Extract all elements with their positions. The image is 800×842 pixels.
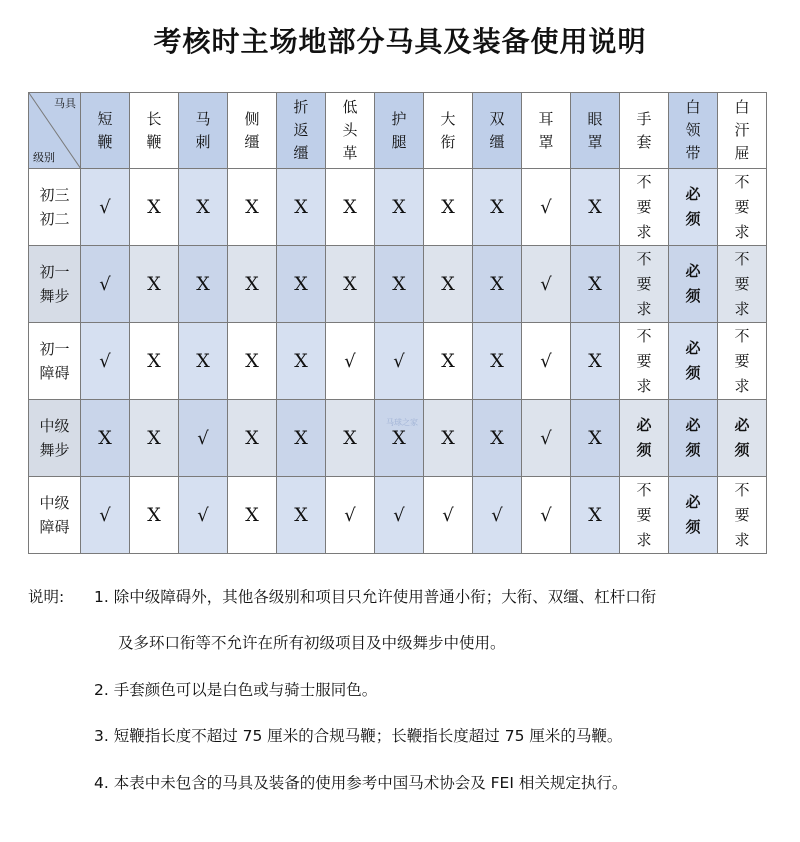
- table-cell: [522, 477, 571, 554]
- cell-value: 不要求: [636, 480, 652, 549]
- table-cell: [718, 477, 767, 554]
- table-row: [29, 169, 767, 246]
- column-header-label: 眼罩: [587, 109, 603, 151]
- table-cell: [130, 323, 179, 400]
- cell-value: X: [147, 350, 161, 372]
- table-cell: [326, 400, 375, 477]
- row-header: [29, 323, 81, 400]
- column-header-label: 大衔: [440, 109, 456, 151]
- cell-value: √: [442, 504, 454, 526]
- cell-value: √: [540, 350, 552, 372]
- cell-value: X: [245, 504, 259, 526]
- table-cell: [228, 169, 277, 246]
- cell-value: √: [99, 350, 111, 372]
- column-header-label: 长鞭: [146, 109, 162, 151]
- table-cell: [522, 323, 571, 400]
- cell-value: X: [245, 427, 259, 449]
- cell-value: X: [147, 196, 161, 218]
- table-cell: [571, 246, 620, 323]
- column-header: [81, 93, 130, 169]
- column-header-label: 低头革: [342, 98, 358, 162]
- table-cell: [669, 323, 718, 400]
- table-cell: [718, 246, 767, 323]
- table-cell: [130, 477, 179, 554]
- cell-value: √: [540, 273, 552, 295]
- column-header: [375, 93, 424, 169]
- table-row: [29, 477, 767, 554]
- column-header: [179, 93, 228, 169]
- cell-value: √: [197, 427, 209, 449]
- corner-top-label: 马具: [54, 97, 76, 110]
- column-header-label: 白领带: [685, 98, 701, 162]
- cell-value: X: [441, 350, 455, 372]
- table-cell: [620, 323, 669, 400]
- cell-value: √: [491, 504, 503, 526]
- cell-value: X: [294, 350, 308, 372]
- cell-value: X: [490, 427, 504, 449]
- table-cell: [571, 400, 620, 477]
- cell-value: X: [392, 196, 406, 218]
- table-row: [29, 246, 767, 323]
- header-row: [29, 93, 767, 169]
- notes-label: 说明:: [28, 588, 65, 606]
- table-cell: [424, 477, 473, 554]
- cell-value: X: [196, 196, 210, 218]
- note-item-1-cont: 及多环口衔等不允许在所有初级项目及中级舞步中使用。: [118, 634, 506, 652]
- table-cell: [473, 323, 522, 400]
- page-title: 考核时主场地部分马具及装备使用说明: [153, 25, 647, 58]
- column-header: [571, 93, 620, 169]
- cell-value: X: [490, 273, 504, 295]
- cell-value: X: [343, 427, 357, 449]
- table-cell: [718, 400, 767, 477]
- table-cell: [228, 323, 277, 400]
- column-header: [620, 93, 669, 169]
- cell-value: 必须: [734, 416, 750, 459]
- table-cell: [326, 323, 375, 400]
- table-cell: [620, 400, 669, 477]
- table-cell: [571, 477, 620, 554]
- column-header-label: 双缰: [489, 109, 505, 151]
- cell-value: X: [147, 504, 161, 526]
- row-header-label: 初三初二: [39, 186, 70, 228]
- cell-value: √: [540, 504, 552, 526]
- equipment-table: [28, 92, 767, 554]
- table-cell: [375, 400, 424, 477]
- cell-value: 不要求: [734, 249, 750, 318]
- table-cell: [179, 246, 228, 323]
- table-cell: [473, 169, 522, 246]
- row-header: [29, 169, 81, 246]
- row-header-label: 中级障碍: [39, 494, 70, 536]
- table-cell: [718, 323, 767, 400]
- row-header: [29, 477, 81, 554]
- cell-value: √: [393, 350, 405, 372]
- cell-value: X: [392, 273, 406, 295]
- table-cell: [620, 246, 669, 323]
- cell-value: 不要求: [636, 172, 652, 241]
- cell-value: X: [441, 196, 455, 218]
- table-cell: [669, 477, 718, 554]
- cell-value: √: [393, 504, 405, 526]
- column-header: [473, 93, 522, 169]
- table-cell: [473, 246, 522, 323]
- table-row: [29, 400, 767, 477]
- table-cell: [424, 246, 473, 323]
- row-header-label: 初一障碍: [39, 340, 70, 382]
- row-header: [29, 400, 81, 477]
- cell-value: 不要求: [734, 172, 750, 241]
- cell-value: 必须: [685, 416, 701, 459]
- table-cell: [375, 477, 424, 554]
- note-item-4: 4. 本表中未包含的马具及装备的使用参考中国马术协会及 FEI 相关规定执行。: [94, 774, 628, 792]
- cell-value: √: [99, 196, 111, 218]
- cell-value: X: [441, 427, 455, 449]
- cell-value: X: [490, 350, 504, 372]
- table-cell: [620, 169, 669, 246]
- column-header: [277, 93, 326, 169]
- table-cell: [375, 323, 424, 400]
- table-cell: [277, 400, 326, 477]
- table-cell: [81, 323, 130, 400]
- cell-value: X: [245, 196, 259, 218]
- cell-value: √: [344, 504, 356, 526]
- column-header: [718, 93, 767, 169]
- table-cell: [326, 169, 375, 246]
- table-cell: [571, 323, 620, 400]
- cell-value: √: [344, 350, 356, 372]
- column-header-label: 护腿: [391, 109, 407, 151]
- cell-value: X: [196, 350, 210, 372]
- cell-value: X: [588, 504, 602, 526]
- table-cell: [522, 400, 571, 477]
- table-cell: [424, 323, 473, 400]
- table-row: [29, 323, 767, 400]
- table-cell: [130, 400, 179, 477]
- table-cell: [277, 477, 326, 554]
- table-cell: [81, 477, 130, 554]
- cell-value: √: [540, 427, 552, 449]
- table-cell: [522, 246, 571, 323]
- note-item-2: 2. 手套颜色可以是白色或与骑士服同色。: [94, 681, 378, 699]
- watermark-text: 马球之家: [386, 418, 418, 427]
- column-header-label: 马刺: [195, 109, 211, 151]
- cell-value: X: [294, 273, 308, 295]
- table-cell: [81, 169, 130, 246]
- table-cell: [179, 323, 228, 400]
- table-cell: [179, 477, 228, 554]
- table-cell: [718, 169, 767, 246]
- column-header: [228, 93, 277, 169]
- table-cell: [522, 169, 571, 246]
- column-header: [326, 93, 375, 169]
- column-header-label: 耳罩: [538, 109, 554, 151]
- cell-value: √: [197, 504, 209, 526]
- cell-value: X: [245, 273, 259, 295]
- cell-value: X: [588, 273, 602, 295]
- column-header-label: 侧缰: [244, 109, 260, 151]
- cell-value: X: [294, 504, 308, 526]
- column-header-label: 短鞭: [97, 109, 113, 151]
- cell-value: X: [196, 273, 210, 295]
- table-cell: [326, 246, 375, 323]
- column-header: [522, 93, 571, 169]
- cell-value: X: [490, 196, 504, 218]
- table-cell: [277, 169, 326, 246]
- table-cell: [424, 400, 473, 477]
- table-cell: [424, 169, 473, 246]
- table-cell: [326, 477, 375, 554]
- table-cell: [620, 477, 669, 554]
- cell-value: 必须: [685, 339, 701, 382]
- table-cell: [473, 477, 522, 554]
- row-header-label: 中级舞步: [39, 417, 70, 459]
- row-header-label: 初一舞步: [39, 263, 70, 305]
- cell-value: X: [588, 196, 602, 218]
- table-cell: [669, 169, 718, 246]
- cell-value: √: [540, 196, 552, 218]
- table-cell: [375, 169, 424, 246]
- cell-value: X: [147, 427, 161, 449]
- corner-cell: [29, 93, 81, 169]
- cell-value: √: [99, 504, 111, 526]
- cell-value: √: [99, 273, 111, 295]
- table-cell: [130, 246, 179, 323]
- cell-value: X: [343, 196, 357, 218]
- corner-bottom-label: 级别: [33, 151, 55, 164]
- cell-value: X: [392, 427, 406, 449]
- table-cell: [228, 477, 277, 554]
- table-cell: [571, 169, 620, 246]
- table-cell: [130, 169, 179, 246]
- table-cell: [179, 169, 228, 246]
- table-cell: [473, 400, 522, 477]
- cell-value: 不要求: [734, 326, 750, 395]
- column-header-label: 折返缰: [293, 98, 309, 162]
- table-cell: [669, 246, 718, 323]
- cell-value: 必须: [685, 493, 701, 536]
- cell-value: X: [294, 427, 308, 449]
- cell-value: X: [294, 196, 308, 218]
- table-cell: [669, 400, 718, 477]
- table-cell: [81, 246, 130, 323]
- row-header: [29, 246, 81, 323]
- table-cell: [228, 246, 277, 323]
- cell-value: 不要求: [636, 249, 652, 318]
- cell-value: 不要求: [636, 326, 652, 395]
- cell-value: 必须: [636, 416, 652, 459]
- note-item-1: 1. 除中级障碍外，其他各级别和项目只允许使用普通小衔；大衔、双缰、杠杆口衔: [94, 588, 657, 606]
- column-header-label: 手套: [636, 109, 652, 151]
- cell-value: X: [343, 273, 357, 295]
- cell-value: X: [588, 350, 602, 372]
- cell-value: 必须: [685, 262, 701, 305]
- table-cell: [375, 246, 424, 323]
- cell-value: 不要求: [734, 480, 750, 549]
- column-header: [424, 93, 473, 169]
- table-cell: [228, 400, 277, 477]
- cell-value: X: [98, 427, 112, 449]
- table-cell: [179, 400, 228, 477]
- cell-value: X: [245, 350, 259, 372]
- column-header-label: 白汗屉: [734, 98, 750, 162]
- column-header: [669, 93, 718, 169]
- cell-value: X: [441, 273, 455, 295]
- column-header: [130, 93, 179, 169]
- table-cell: [81, 400, 130, 477]
- note-item-3: 3. 短鞭指长度不超过 75 厘米的合规马鞭；长鞭指长度超过 75 厘米的马鞭。: [94, 727, 623, 745]
- cell-value: 必须: [685, 185, 701, 228]
- cell-value: X: [588, 427, 602, 449]
- table-cell: [277, 246, 326, 323]
- table-cell: [277, 323, 326, 400]
- cell-value: X: [147, 273, 161, 295]
